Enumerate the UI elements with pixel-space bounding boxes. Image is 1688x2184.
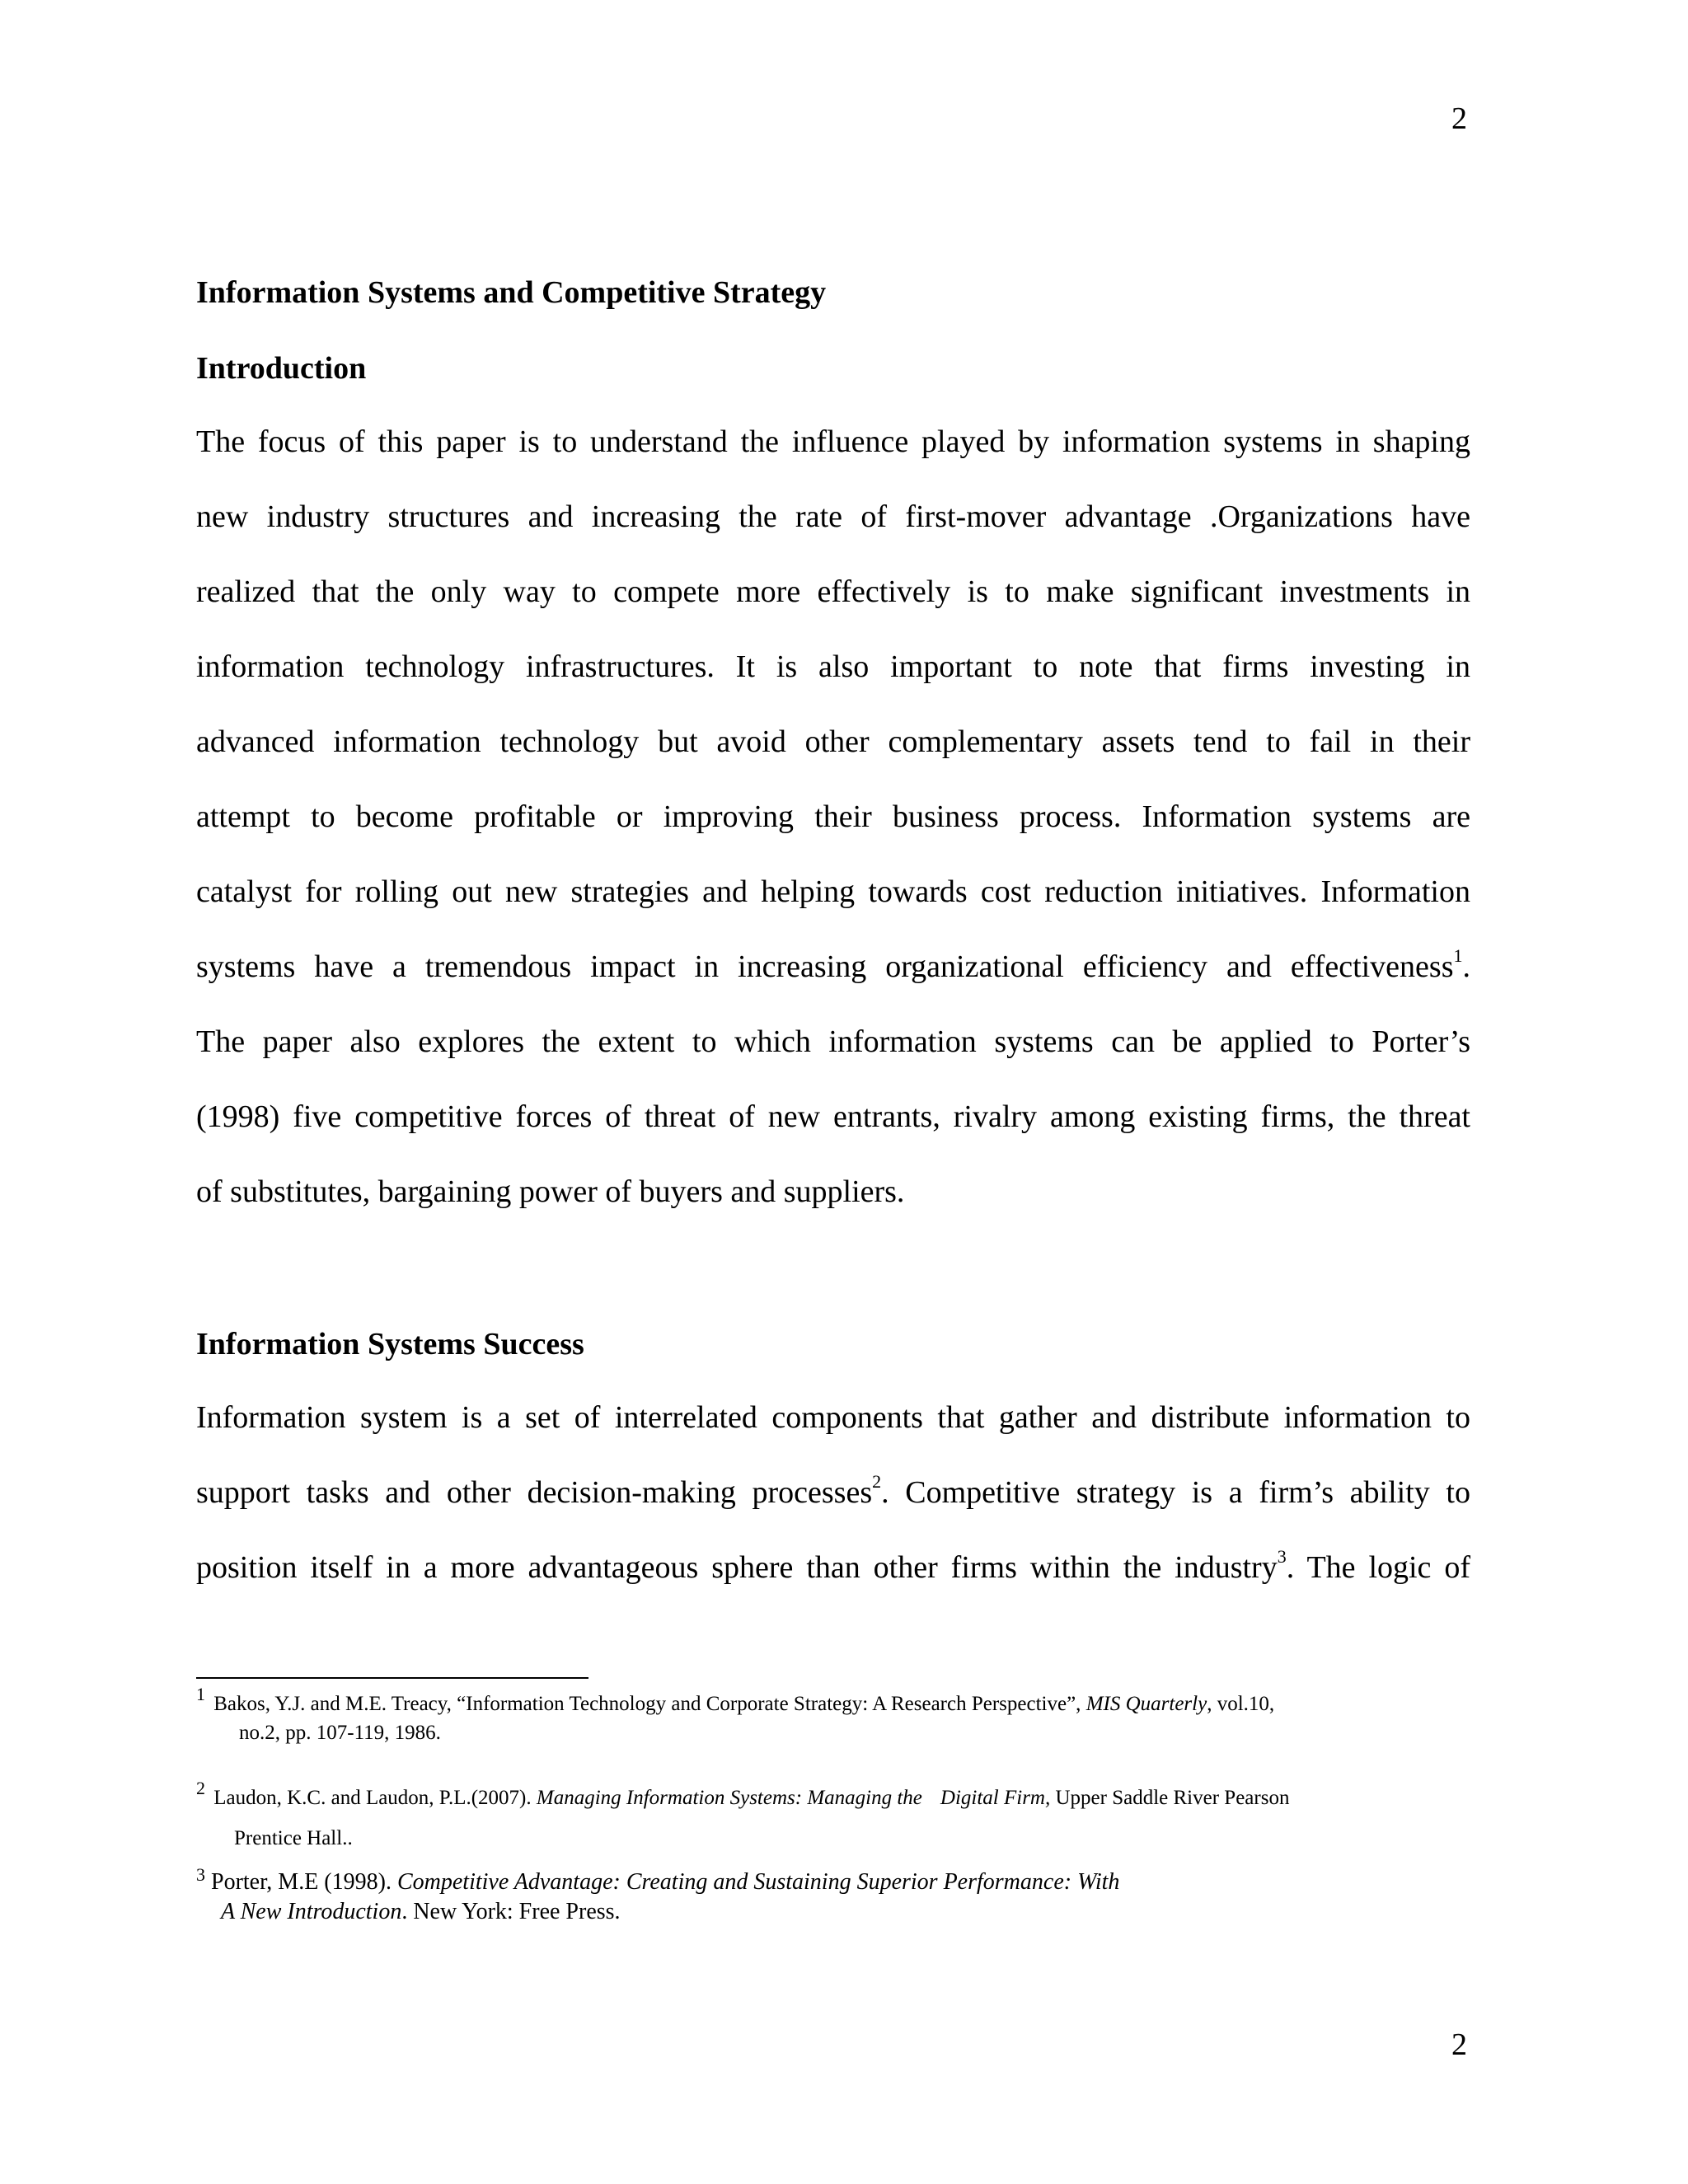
intro-line: information technology infrastructures. It is also important to note that firms investing in: [196, 649, 1470, 684]
success-line-text: . Competitive strategy is a firm’s ability to: [881, 1475, 1470, 1510]
intro-line: [196, 930, 1470, 1005]
success-line-text: position itself in a more advantageous sphere than other firms within the industry: [196, 1550, 1278, 1585]
page-number-top: 2: [1451, 101, 1467, 136]
footnote-text: no.2, pp. 107-119, 1986.: [239, 1722, 441, 1744]
footnote-text: Porter, M.E (1998).: [211, 1869, 397, 1895]
footnote-text: . New York: Free Press.: [401, 1899, 621, 1924]
footnote-text: Upper Saddle River Pearson: [1050, 1787, 1290, 1809]
footnote-ref-3: 3: [1277, 1546, 1287, 1568]
footnote-mark: 1: [196, 1684, 205, 1704]
footnote-italic: Managing Information Systems: Managing the: [536, 1787, 922, 1809]
footnote-italic: Competitive Advantage: Creating and Sustaining Superior Performance: With: [396, 1869, 1120, 1895]
footnote-ref-1: 1: [1453, 945, 1463, 967]
footnote-ref-2: 2: [872, 1471, 882, 1493]
document-title: Information Systems and Competitive Strategy: [196, 275, 827, 310]
intro-line: realized that the only way to compete more effectively is to make significant investments in: [196, 574, 1470, 609]
footnote-italic: Digital Firm,: [940, 1787, 1051, 1809]
footnote-2: [196, 1778, 1449, 1853]
success-line: Information system is a set of interrelated components that gather and distribute information to: [196, 1400, 1470, 1435]
success-line-text: support tasks and other decision-making processes: [196, 1475, 873, 1510]
intro-line: The focus of this paper is to understand the influence played by information systems in shaping: [196, 424, 1470, 459]
footnote-1: [196, 1684, 1449, 1747]
footnote-mark: 2: [196, 1778, 205, 1798]
intro-line-tail: .: [1462, 949, 1470, 984]
page-number-bottom: 2: [1451, 2027, 1467, 2062]
intro-line: The paper also explores the extent to which information systems can be applied to Porter’s: [196, 1024, 1470, 1059]
success-line: [196, 1530, 1470, 1605]
footnote-text: Bakos, Y.J. and M.E. Treacy, “Information Technology and Corporate Strategy: A Research Perspective”,: [213, 1693, 1086, 1715]
footnote-text: , vol.10,: [1207, 1693, 1275, 1715]
introduction-heading: Introduction: [196, 351, 367, 386]
intro-line-text: systems have a tremendous impact in increasing organizational efficiency and effectiveness: [196, 949, 1454, 984]
success-paragraph: [196, 1380, 1470, 1605]
footnote-text: Prentice Hall..: [234, 1827, 353, 1849]
intro-line: catalyst for rolling out new strategies and helping towards cost reduction initiatives. Information: [196, 874, 1470, 909]
footnote-text: Laudon, K.C. and Laudon, P.L.(2007).: [213, 1787, 537, 1809]
success-line-text: . The logic of: [1286, 1550, 1470, 1585]
footnote-divider: [196, 1677, 588, 1679]
intro-line: attempt to become profitable or improving their business process. Information systems are: [196, 799, 1470, 834]
intro-line: advanced information technology but avoid other complementary assets tend to fail in their: [196, 724, 1470, 759]
footnote-3: [196, 1864, 1449, 1926]
footnote-mark: 3: [196, 1864, 205, 1885]
success-heading: Information Systems Success: [196, 1327, 584, 1361]
footnote-italic: MIS Quarterly: [1085, 1693, 1207, 1715]
success-line: [196, 1455, 1470, 1530]
introduction-paragraph: [196, 405, 1470, 1230]
intro-line: new industry structures and increasing the rate of first-mover advantage .Organizations have: [196, 499, 1470, 534]
intro-line: (1998) five competitive forces of threat of new entrants, rivalry among existing firms, the threat: [196, 1099, 1470, 1134]
footnote-italic: A New Introduction: [221, 1899, 402, 1924]
intro-line: of substitutes, bargaining power of buyers and suppliers.: [196, 1174, 905, 1209]
